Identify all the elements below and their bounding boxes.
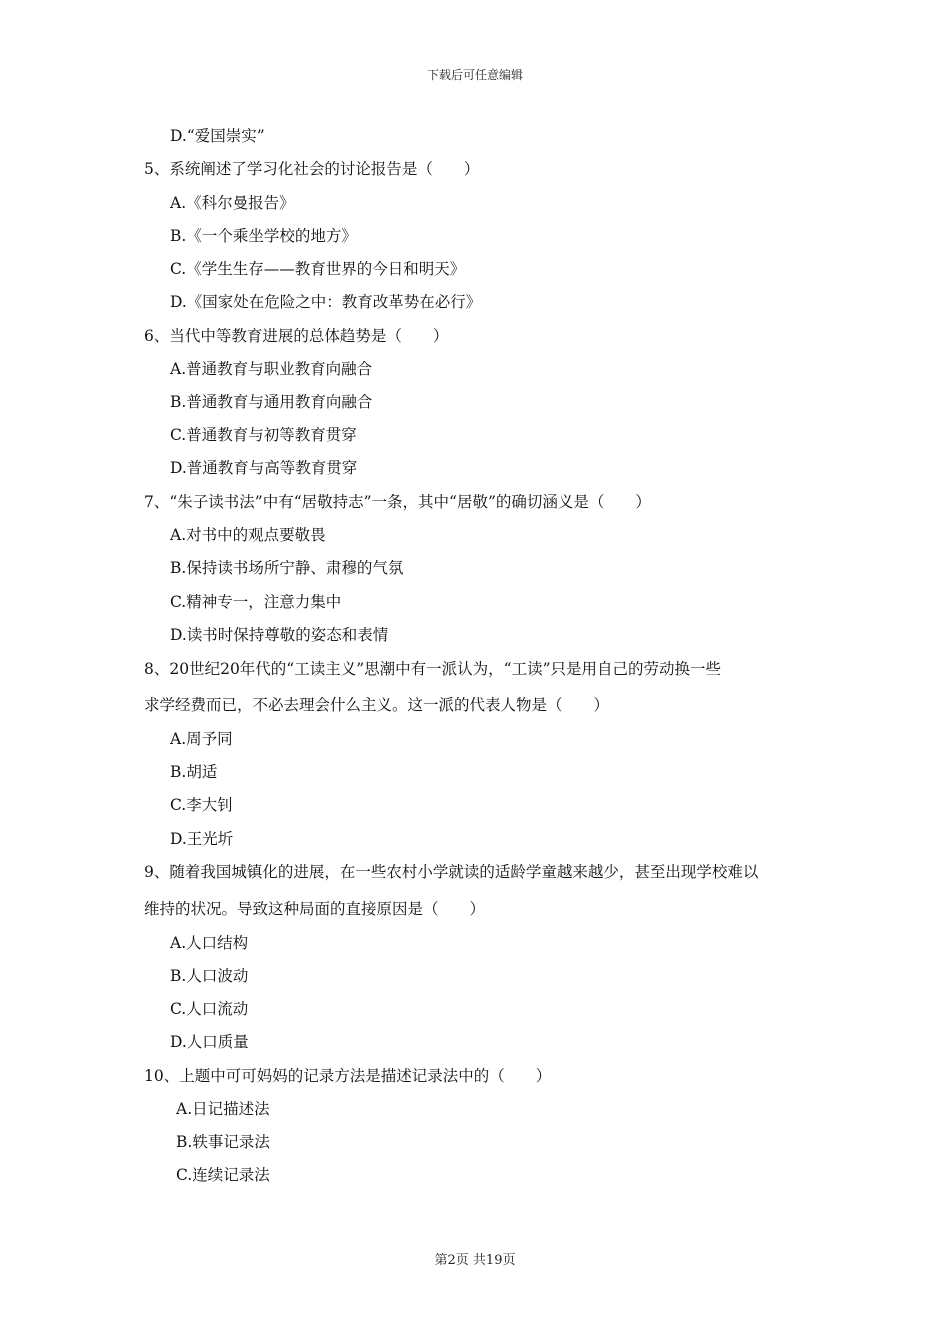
- option-6a: A.普通教育与职业教育向融合: [170, 360, 373, 378]
- option-5a: A.《科尔曼报告》: [170, 194, 295, 212]
- option-7c: C.精神专一，注意力集中: [170, 593, 342, 611]
- option-6d: D.普通教育与高等教育贯穿: [170, 459, 358, 477]
- option-5b: B.《一个乘坐学校的地方》: [170, 227, 357, 245]
- option-10c: C.连续记录法: [176, 1166, 270, 1184]
- option-10b: B.轶事记录法: [176, 1133, 270, 1151]
- option-7b: B.保持读书场所宁静、肃穆的气氛: [170, 559, 404, 577]
- option-8a: A.周予同: [170, 730, 233, 748]
- option-8b: B.胡适: [170, 763, 218, 781]
- option-9a: A.人口结构: [170, 934, 249, 952]
- option-5d: D.《国家处在危险之中：教育改革势在必行》: [170, 293, 482, 311]
- page-header: 下载后可任意编辑: [426, 68, 523, 82]
- question-5: 5、系统阐述了学习化社会的讨论报告是（ ）: [144, 160, 480, 178]
- option-4d: D.“爱国崇实”: [170, 127, 265, 145]
- option-10a: A.日记描述法: [176, 1100, 270, 1118]
- question-8-line-1: 8、20世纪20年代的“工读主义”思潮中有一派认为，“工读”只是用自己的劳动换一些: [144, 660, 722, 678]
- question-8-line-2: 求学经费而已，不必去理会什么主义。这一派的代表人物是（ ）: [144, 696, 610, 714]
- option-9c: C.人口流动: [170, 1000, 249, 1018]
- question-9-line-2: 维持的状况。导致这种局面的直接原因是（ ）: [144, 900, 486, 918]
- option-8c: C.李大钊: [170, 796, 233, 814]
- option-7a: A.对书中的观点要敬畏: [170, 526, 326, 544]
- option-9d: D.人口质量: [170, 1033, 249, 1051]
- option-6c: C.普通教育与初等教育贯穿: [170, 426, 357, 444]
- option-7d: D.读书时保持尊敬的姿态和表情: [170, 626, 389, 644]
- question-6: 6、当代中等教育进展的总体趋势是（ ）: [144, 327, 449, 345]
- page-footer: 第2页 共19页: [434, 1253, 516, 1268]
- option-8d: D.王光圻: [170, 830, 234, 848]
- question-10: 10、上题中可可妈妈的记录方法是描述记录法中的（ ）: [144, 1067, 552, 1085]
- option-5c: C.《学生生存——教育世界的今日和明天》: [170, 260, 466, 278]
- question-9-line-1: 9、随着我国城镇化的进展，在一些农村小学就读的适龄学童越来越少，甚至出现学校难以: [144, 863, 759, 881]
- question-7: 7、“朱子读书法”中有“居敬持志”一条，其中“居敬”的确切涵义是（ ）: [144, 493, 651, 511]
- option-6b: B.普通教育与通用教育向融合: [170, 393, 373, 411]
- option-9b: B.人口波动: [170, 967, 249, 985]
